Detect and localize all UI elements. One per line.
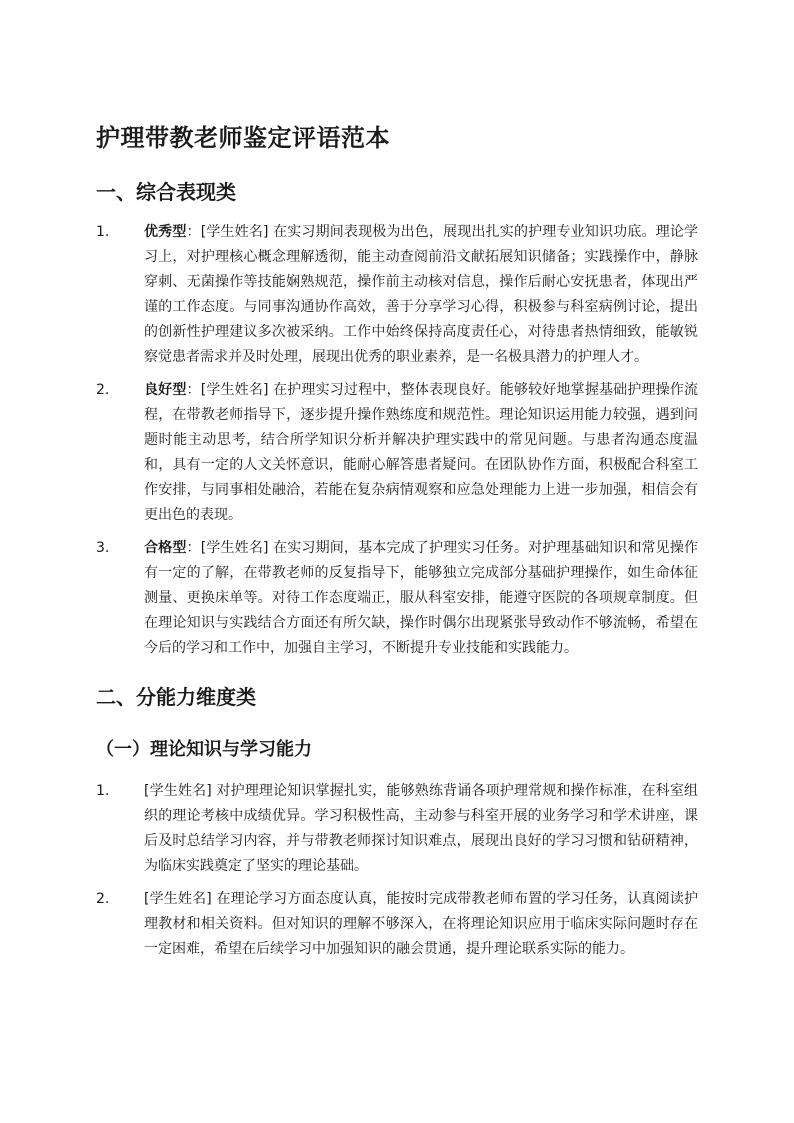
list-item-text: [学生姓名] 对护理理论知识掌握扎实，能够熟练背诵各项护理常规和操作标准，在科室组织的理论考核中成绩优异。学习积极性高，主动参与科室开展的业务学习和学术讲座，课后及时总结学习内容，并与带教老师探讨知识难点，展现出良好的学习习惯和钻研精神，为临床实践奠定了坚实的理论基础。 <box>144 783 698 874</box>
list-item <box>96 536 698 661</box>
list-item-number: 1. <box>96 224 110 240</box>
list-item-type: 优秀型 <box>144 224 187 240</box>
comprehensive-list <box>96 220 698 661</box>
list-item <box>96 887 698 962</box>
list-item-number: 3. <box>96 540 110 556</box>
list-item-type: 合格型 <box>144 540 187 556</box>
list-item <box>96 779 698 879</box>
list-item-text: [学生姓名] 在实习期间，基本完成了护理实习任务。对护理基础知识和常见操作有一定的了解，在带教老师的反复指导下，能够独立完成部分基础护理操作，如生命体征测量、更换床单等。对待工作态度端正，服从科室安排，能遵守医院的各项规章制度。但在理论知识与实践结合方面还有所欠缺，操作时偶尔出现紧张导致动作不够流畅，希望在今后的学习和工作中，加强自主学习，不断提升专业技能和实践能力。 <box>144 540 699 656</box>
list-item-number: 1. <box>96 783 110 799</box>
section-title-comprehensive: 一、综合表现类 <box>96 180 236 204</box>
list-item-number: 2. <box>96 382 110 398</box>
list-item-text: [学生姓名] 在理论学习方面态度认真，能按时完成带教老师布置的学习任务，认真阅读护理教材和相关资料。但对知识的理解不够深入，在将理论知识应用于临床实际问题时存在一定困难，希望在后续学习中加强知识的融会贯通，提升理论联系实际的能力。 <box>144 891 698 957</box>
list-item-colon: ： <box>186 382 201 398</box>
theory-learning-list <box>96 779 698 962</box>
document-title: 护理带教老师鉴定评语范本 <box>96 124 390 152</box>
list-item-text: [学生姓名] 在护理实习过程中，整体表现良好。能够较好地掌握基础护理操作流程，在带教老师指导下，逐步提升操作熟练度和规范性。理论知识运用能力较强，遇到问题时能主动思考，结合所学知识分析并解决护理实践中的常见问题。与患者沟通态度温和，具有一定的人文关怀意识，能耐心解答患者疑问。在团队协作方面，积极配合科室工作安排，与同事相处融洽，若能在复杂病情观察和应急处理能力上进一步加强，相信会有更出色的表现。 <box>144 382 699 523</box>
list-item <box>96 378 698 528</box>
list-item-number: 2. <box>96 891 110 907</box>
list-item <box>96 220 698 370</box>
section-title-ability-dimension: 二、分能力维度类 <box>96 685 256 709</box>
list-item-colon: ： <box>186 540 201 556</box>
list-item-type: 良好型 <box>144 382 187 398</box>
list-item-colon: ： <box>186 224 201 240</box>
list-item-text: [学生姓名] 在实习期间表现极为出色，展现出扎实的护理专业知识功底。理论学习上，对护理核心概念理解透彻，能主动查阅前沿文献拓展知识储备；实践操作中，静脉穿刺、无菌操作等技能娴熟规范，操作前主动核对信息，操作后耐心安抚患者，体现出严谨的工作态度。与同事沟通协作高效，善于分享学习心得，积极参与科室病例讨论，提出的创新性护理建议多次被采纳。工作中始终保持高度责任心，对待患者热情细致，能敏锐察觉患者需求并及时处理，展现出优秀的职业素养，是一名极具潜力的护理人才。 <box>144 224 699 365</box>
subsection-title-theory-learning: （一）理论知识与学习能力 <box>96 739 312 760</box>
